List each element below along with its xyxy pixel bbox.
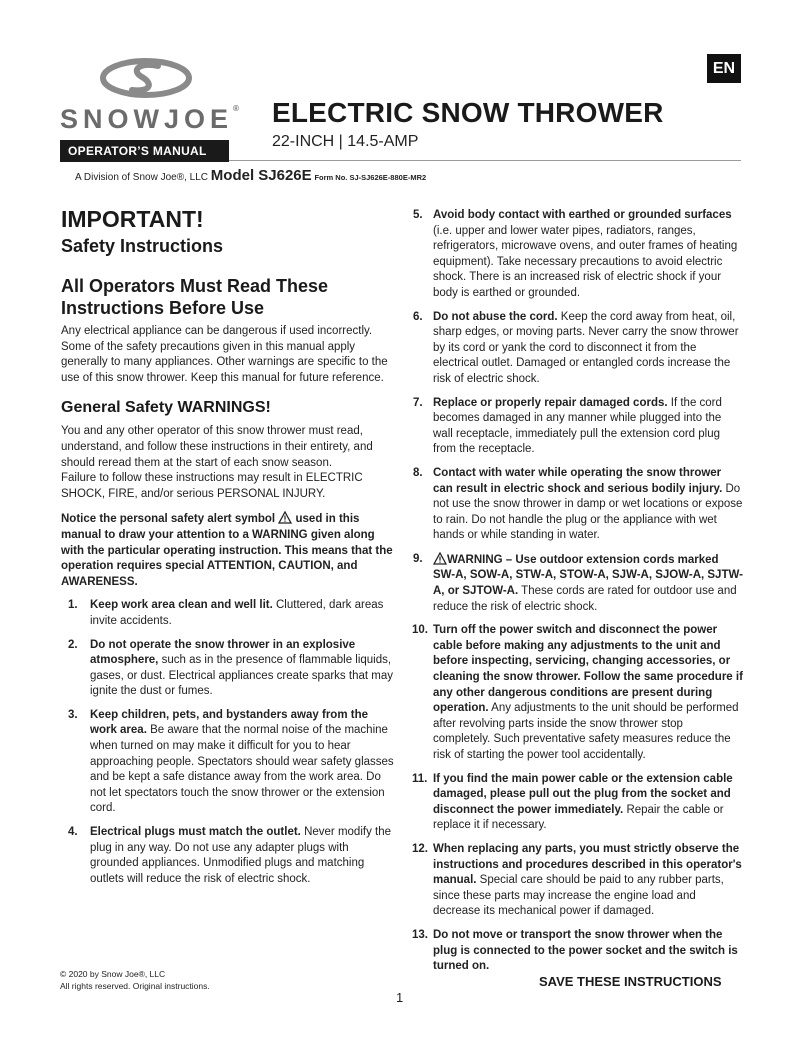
warning-triangle-icon [278, 511, 292, 524]
list-item: 1. Keep work area clean and well lit. Cluttered, dark areas invite accidents. [68, 599, 384, 627]
page-title: ELECTRIC SNOW THROWER [272, 97, 664, 128]
list-item: 3. Keep children, pets, and bystanders away from the work area. Be aware that the normal noise of the machine when turned on may make it difficult for you to hear approaching people. Spectators should wear safety glasses and be kept a safe distance away from the work area. Do not let spectators touch the snow thrower or the extension cord. [68, 708, 394, 815]
left-column [61, 205, 395, 887]
model-number: Model SJ626E [210, 167, 312, 184]
list-item: 2. Do not operate the snow thrower in an explosive atmosphere, such as in the presence of flammable liquids, gases, or dust. Electrical appliances create sparks that may ignite the dust or fumes. [68, 638, 393, 698]
list-item: 13. Do not move or transport the snow thrower when the plug is connected to the power socket and the switch is turned on. [412, 928, 738, 973]
language-badge: EN [707, 54, 741, 83]
list-item: 9. WARNING – Use outdoor extension cords marked SW-A, SOW-A, STW-A, STOW-A, SJW-A, SJOW-A, SJTW-A, or SJTOW-A. These cords are rated for outdoor use and reduce the risk of electric shock. [413, 552, 743, 613]
general-warnings-heading: General Safety WARNINGS! [61, 399, 271, 417]
list-item: 10. Turn off the power switch and disconnect the power cable before making any adjustments to the unit and before inspecting, servicing, changing accessories, or cleaning the snow thrower. Follow the same procedure if any other dangerous conditions are present during operation. Any adjustments to the unit should be performed after revolving parts inside the snow thrower stop completely. Such preventative safety measures reduce the risk of starting the power tool accidentally. [412, 624, 743, 761]
right-column [413, 208, 743, 975]
division-line [75, 167, 426, 184]
general-paragraph-1: You and any other operator of this snow thrower must read, understand, and follow these instructions in their entirety, and should reread them at the start of each snow season. [61, 425, 373, 469]
right-safety-list [413, 208, 743, 975]
operators-heading: All Operators Must Read These Instructions Before Use [61, 276, 329, 318]
alert-notice: Notice the personal safety alert symbol used in this manual to draw your attention to a WARNING given along with the particular operating instruction. This means that the operation requires special ATTENTION, CAUTION, and AWARENESS. [61, 513, 393, 588]
list-item: 4. Electrical plugs must match the outlet. Never modify the plug in any way. Do not use any adapter plugs with grounded appliances. Unmodified plugs and matching outlets will reduce the risk of electric shock. [68, 826, 392, 885]
copyright: © 2020 by Snow Joe®, LLC All rights reserved. Original instructions. [60, 969, 210, 991]
save-instructions: SAVE THESE INSTRUCTIONS [539, 974, 722, 989]
general-paragraph-2: Failure to follow these instructions may result in ELECTRIC SHOCK, FIRE, and/or serious PERSONAL INJURY. [61, 472, 363, 500]
page-number: 1 [396, 990, 404, 1005]
header-divider [229, 160, 741, 161]
left-safety-list [61, 598, 395, 887]
division-text: A Division of Snow Joe®, LLC [75, 172, 208, 183]
list-item: 8. Contact with water while operating the snow thrower can result in electric shock and serious bodily injury. Do not use the snow thrower in damp or wet locations or expose to rain. Do not handle the plug or the appliance with wet hands or while standing in water. [413, 466, 743, 542]
list-item: 7. Replace or properly repair damaged cords. If the cord becomes damaged in any manner while plugged into the wall receptacle, immediately pull the extension cord plug from the receptacle. [413, 396, 722, 456]
list-item: 11. If you find the main power cable or the extension cable damaged, please pull out the plug from the socket and disconnect the power immediately. Repair the cable or replace it if necessary. [412, 772, 733, 832]
important-heading: IMPORTANT! [61, 206, 204, 232]
list-item: 6. Do not abuse the cord. Keep the cord away from heat, oil, sharp edges, or moving parts. Never carry the snow thrower by its cord or yank the cord to disconnect it from the electrical outlet. Damaged or entangled cords increase the risk of electric shock. [413, 310, 739, 385]
manual-label: OPERATOR’S MANUAL [68, 144, 207, 158]
warning-triangle-icon [433, 552, 447, 565]
intro-paragraph: Any electrical appliance can be dangerous if used incorrectly. Some of the safety precautions given in this manual apply generally to many appliances. Other warnings are specific to the use of this snow thrower. Keep this manual for future reference. [61, 325, 388, 384]
form-number: Form No. SJ-SJ626E-880E-MR2 [314, 173, 427, 182]
list-item: 5. Avoid body contact with earthed or grounded surfaces (i.e. upper and lower water pipes, radiators, ranges, refrigerators, microwave ovens, and outer frames of heating equipment). Take necessary precautions to avoid electric shock. There is an increased risk of electric shock if your body is earthed or grounded. [413, 209, 738, 299]
safety-heading: Safety Instructions [61, 236, 224, 256]
snowjoe-logo-icon [100, 58, 192, 98]
page-subtitle: 22-INCH | 14.5-AMP [272, 133, 419, 150]
list-item: 12. When replacing any parts, you must strictly observe the instructions and procedures described in this operator's manual. Special care should be paid to any rubber parts, since these parts may increase the engine load and decrease its mechanical power if damaged. [412, 842, 742, 918]
brand-wordmark: SNOWJOE® [60, 104, 239, 134]
